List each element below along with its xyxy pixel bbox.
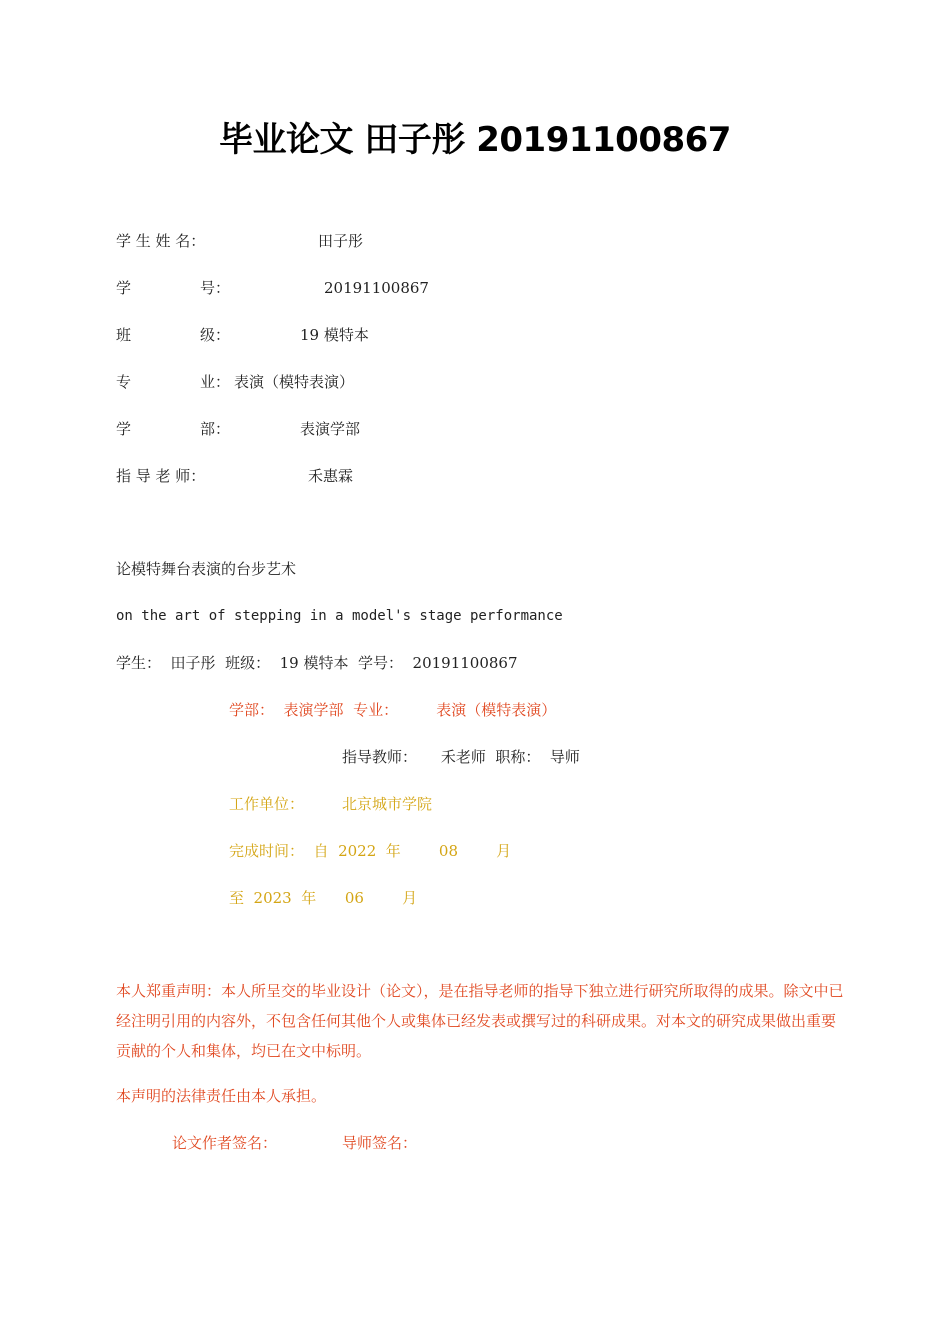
department-label-b: 部： [200, 420, 231, 438]
thesis-title-cn: 论模特舞台表演的台步艺术 [116, 560, 297, 578]
name-label: 学 生 姓 名： [116, 232, 206, 250]
class-label-b: 级： [200, 326, 231, 344]
completion-time-start: 完成时间： 自 2022 年 08 月 [229, 842, 512, 860]
student-id-value: 20191100867 [324, 279, 429, 297]
completion-time-end: 至 2023 年 06 月 [229, 889, 418, 907]
class-value: 19 模特本 [300, 326, 369, 344]
name-value: 田子彤 [318, 232, 364, 250]
work-unit-label: 工作单位： [229, 795, 305, 813]
work-unit-value: 北京城市学院 [342, 795, 433, 813]
advisor-value: 禾惠霖 [308, 467, 354, 485]
advisor-title-line: 指导教师： 禾老师 职称： 导师 [342, 748, 580, 766]
author-signature-label: 论文作者签名： [172, 1134, 278, 1152]
advisor-label: 指 导 老 师： [116, 467, 206, 485]
class-label-a: 班 [116, 326, 132, 344]
major-label-a: 专 [116, 373, 132, 391]
thesis-title-en: on the art of stepping in a model's stage performance [116, 608, 563, 624]
department-label-a: 学 [116, 420, 132, 438]
major-value: 表演（模特表演） [234, 373, 355, 391]
department-major-line: 学部： 表演学部 专业： 表演（模特表演） [229, 701, 557, 719]
major-label-b: 业： [200, 373, 231, 391]
student-id-label-b: 号： [200, 279, 231, 297]
originality-declaration: 本人郑重声明：本人所呈交的毕业设计（论文），是在指导老师的指导下独立进行研究所取得的成果。除文中已经注明引用的内容外，不包含任何其他个人或集体已经发表或撰写过的科研成果。对本文的研究成果做出重要贡献的个人和集体，均已在文中标明。 [116, 982, 844, 1060]
student-id-label-a: 学 [116, 279, 132, 297]
department-value: 表演学部 [300, 420, 361, 438]
document-title: 毕业论文 田子彤 20191100867 [219, 120, 731, 160]
student-summary-line: 学生： 田子彤 班级： 19 模特本 学号： 20191100867 [116, 654, 518, 672]
liability-statement: 本声明的法律责任由本人承担。 [116, 1087, 327, 1105]
advisor-signature-label: 导师签名： [342, 1134, 418, 1152]
